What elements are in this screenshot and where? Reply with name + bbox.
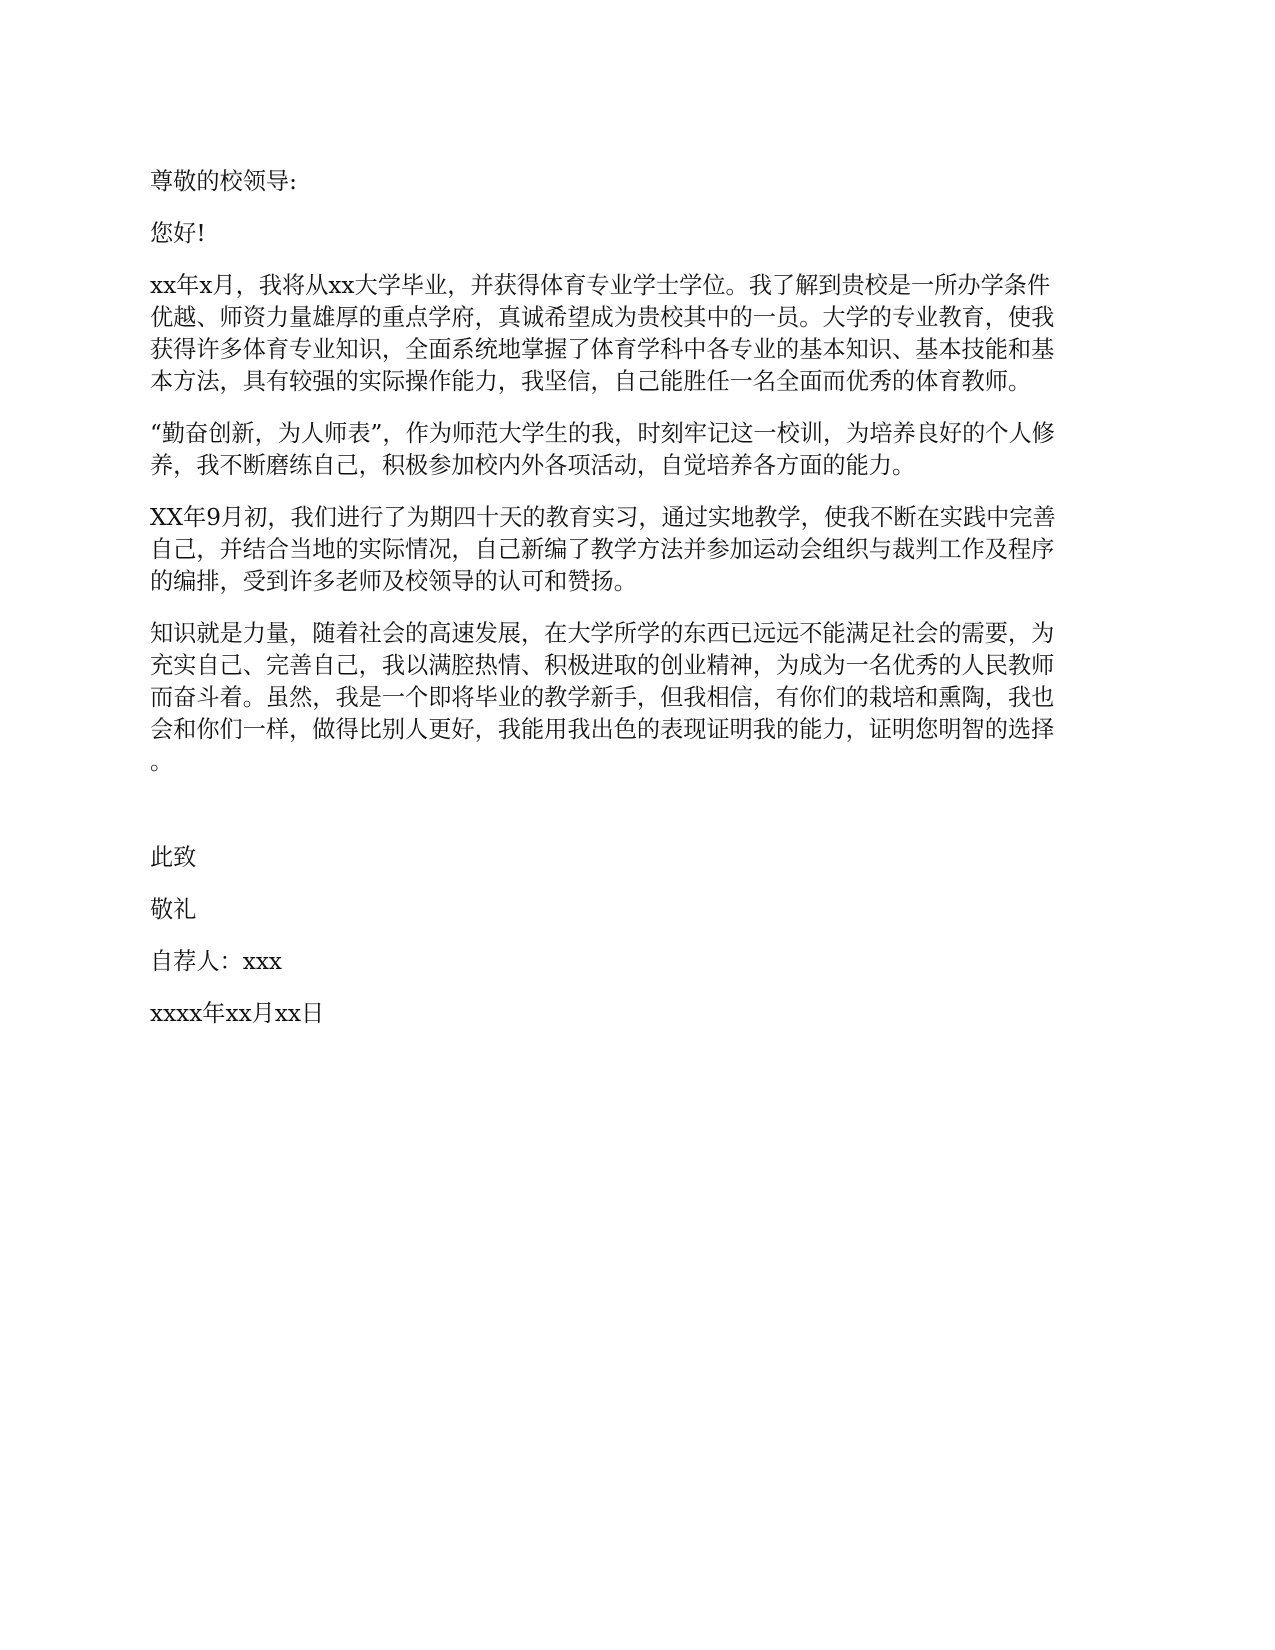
letter-date: xxxx年xx月xx日 xyxy=(150,1000,325,1027)
closing-line-2: 敬礼 xyxy=(150,896,197,923)
paragraph-line: 。 xyxy=(150,748,174,775)
body-paragraph-2 xyxy=(150,418,1122,482)
greeting: 您好! xyxy=(150,220,206,247)
paragraph-line: 养，我不断磨练自己，积极参加校内外各项活动，自觉培养各方面的能力。 xyxy=(150,452,916,479)
paragraph-line: 获得许多体育专业知识，全面系统地掌握了体育学科中各专业的基本知识、基本技能和基 xyxy=(150,336,1055,363)
paragraph-line: 知识就是力量，随着社会的高速发展，在大学所学的东西已远远不能满足社会的需要，为 xyxy=(150,620,1055,647)
paragraph-line: XX年9月初，我们进行了为期四十天的教育实习，通过实地教学，使我不断在实践中完善 xyxy=(150,504,1056,531)
body-paragraph-3 xyxy=(150,502,1122,598)
paragraph-line: 的编排，受到许多老师及校领导的认可和赞扬。 xyxy=(150,568,637,595)
letter-page xyxy=(150,166,1122,1030)
paragraph-line: 本方法，具有较强的实际操作能力，我坚信，自己能胜任一名全面而优秀的体育教师。 xyxy=(150,368,1032,395)
paragraph-line: 会和你们一样，做得比别人更好，我能用我出色的表现证明我的能力，证明您明智的选择 xyxy=(150,716,1055,743)
closing-line-1: 此致 xyxy=(150,844,197,871)
paragraph-line: xx年x月，我将从xx大学毕业，并获得体育专业学士学位。我了解到贵校是一所办学条件 xyxy=(150,272,1051,299)
paragraph-line: 优越、师资力量雄厚的重点学府，真诚希望成为贵校其中的一员。大学的专业教育，使我 xyxy=(150,304,1055,331)
paragraph-line: 而奋斗着。虽然，我是一个即将毕业的教学新手，但我相信，有你们的栽培和熏陶，我也 xyxy=(150,684,1055,711)
paragraph-line: 充实自己、完善自己，我以满腔热情、积极进取的创业精神，为成为一名优秀的人民教师 xyxy=(150,652,1055,679)
paragraph-line: 自己，并结合当地的实际情况，自己新编了教学方法并参加运动会组织与裁判工作及程序 xyxy=(150,536,1055,563)
signer: 自荐人：xxx xyxy=(150,948,282,975)
paragraph-line: “勤奋创新，为人师表”，作为师范大学生的我，时刻牢记这一校训，为培养良好的个人修 xyxy=(150,420,1055,447)
body-paragraph-4 xyxy=(150,618,1122,778)
salutation: 尊敬的校领导: xyxy=(150,168,297,195)
body-paragraph-1 xyxy=(150,270,1122,398)
